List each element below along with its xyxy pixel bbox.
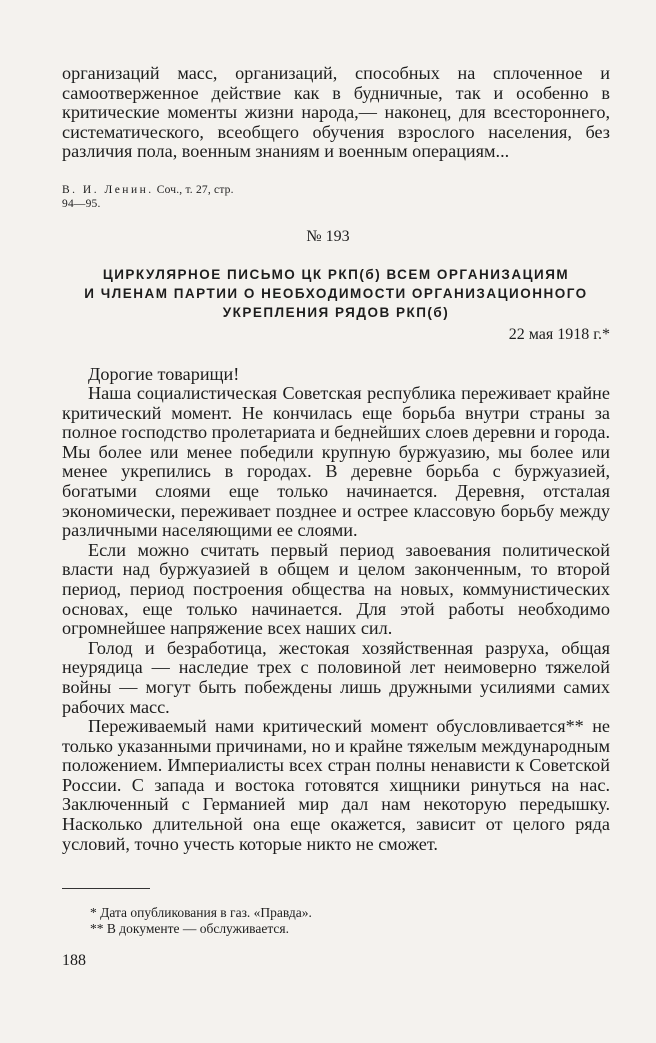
body-paragraph: Переживаемый нами критический момент обусловливается** не только указанными причинами, но и крайне тяжелым международным положением. Империалисты всех стран полны ненависти к Советской России. С запада и востока готовятся хищники ринуться на нас. Заключенный с Германией мир дал нам некоторую передышку. Насколько длительной она еще окажется, зависит от целого ряда условий, точно учесть которые никто не сможет. [62, 716, 610, 854]
footnote-divider [62, 888, 150, 889]
document-number: № 193 [306, 228, 350, 245]
citation [62, 184, 234, 211]
body-paragraph: Наша социалистическая Советская республика переживает крайне критический момент. Не кончилась еще борьба внутри страны за полное господство пролетариата и беднейших слоев деревни и города. Мы более или менее победили крупную буржуазию, мы более или менее укрепились в городах. В деревне борьба с буржуазией, богатыми слоями еще только начинается. Деревня, отсталая экономически, переживает позднее и острее классовую борьбу между различными населяющими ее слоями. [62, 383, 610, 541]
body-paragraph: Если можно считать первый период завоевания политической власти над буржуазией в общем и целом законченным, то второй период, период построения общества на новых, коммунистических основах, еще только начинается. Для этой работы необходимо огромнейшее напряжение всех наших сил. [62, 539, 610, 639]
intro-paragraph: организаций масс, организаций, способных на сплоченное и самоотверженное действие как в будничные, так и особенно в критические моменты жизни народа,— наконец, для всестороннего, систематического, всеобщего обучения взрослого населения, без различия пола, военным знаниям и военным операциям... [62, 63, 610, 162]
intro-block [62, 64, 610, 162]
title-line: ЦИРКУЛЯРНОЕ ПИСЬМО ЦК РКП(б) ВСЕМ ОРГАНИЗАЦИЯМ [102, 267, 570, 282]
footnote: ** В документе — обслуживается. [90, 921, 290, 936]
citation-source: Соч., т. 27, стр. [156, 184, 234, 196]
citation-author: В. И. Ленин. [62, 184, 154, 196]
body-paragraph: Голод и безработица, жестокая хозяйственная разруха, общая неурядица — наследие трех с половиной лет неимоверно тяжелой войны — могут быть побеждены лишь дружными усилиями самих рабочих масс. [62, 637, 610, 717]
title-line: И ЧЛЕНАМ ПАРТИИ О НЕОБХОДИМОСТИ ОРГАНИЗАЦИОННОГО [84, 286, 588, 301]
title-line: УКРЕПЛЕНИЯ РЯДОВ РКП(б) [222, 305, 450, 320]
greeting: Дорогие товарищи! [88, 364, 240, 384]
body-text [62, 384, 610, 854]
page-number: 188 [62, 952, 86, 969]
document-title [62, 265, 610, 322]
footnote: * Дата опубликования в газ. «Правда». [90, 905, 312, 920]
citation-pages: 94—95. [62, 197, 101, 210]
document-date: 22 мая 1918 г.* [508, 326, 610, 343]
